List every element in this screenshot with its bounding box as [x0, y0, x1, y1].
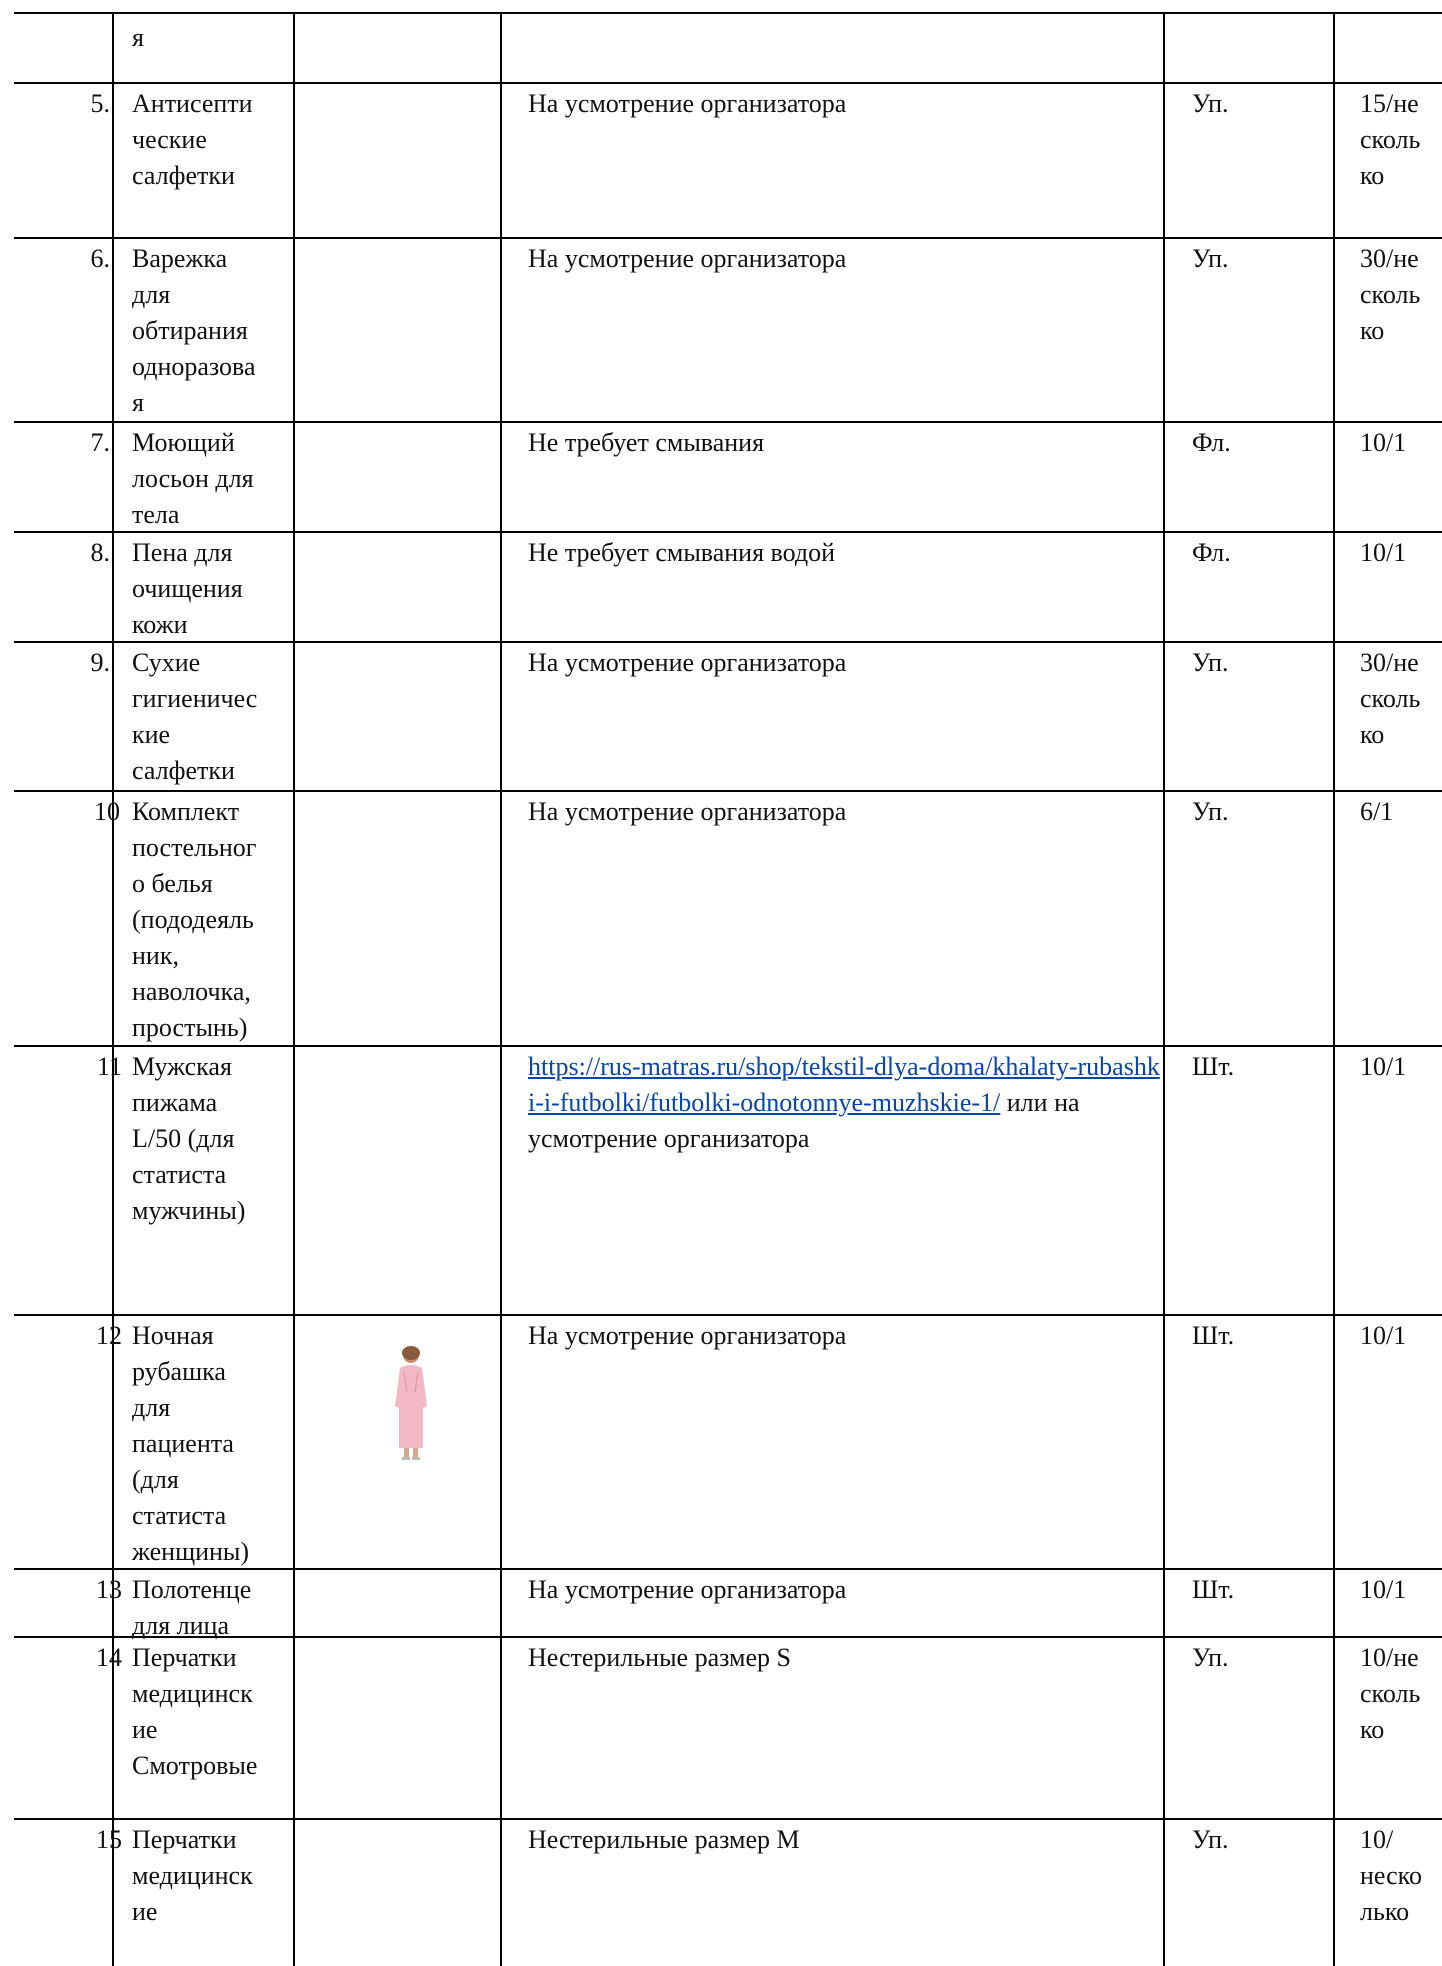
item-description: Не требует смывания — [528, 428, 765, 457]
item-name: я — [132, 23, 144, 52]
item-name: Антисепти ческие салфетки — [132, 89, 253, 190]
table-row — [14, 82, 1442, 237]
item-description: На усмотрение организатора — [528, 244, 847, 273]
item-quantity: 10/1 — [1360, 538, 1407, 567]
item-name: Перчатки медицинск ие — [132, 1825, 253, 1926]
table-row — [14, 12, 1442, 82]
item-name: Сухие гигиеничес кие салфетки — [132, 648, 258, 785]
row-number: 10 — [94, 797, 120, 826]
row-number: 5. — [90, 89, 110, 118]
table-row — [14, 421, 1442, 531]
item-unit: Уп. — [1192, 1643, 1229, 1672]
item-unit: Шт. — [1192, 1052, 1235, 1081]
item-unit: Фл. — [1192, 428, 1231, 457]
item-unit: Уп. — [1192, 244, 1229, 273]
item-description: На усмотрение организатора — [528, 797, 847, 826]
item-description — [528, 1049, 1164, 1157]
item-quantity: 10/не сколь ко — [1360, 1643, 1421, 1744]
item-name: Моющий лосьон для тела — [132, 428, 254, 529]
item-name: Перчатки медицинск ие Смотровые — [132, 1643, 258, 1780]
table-row — [14, 1636, 1442, 1818]
row-number: 8. — [90, 538, 110, 567]
item-quantity: 10/1 — [1360, 1575, 1407, 1604]
table-row — [14, 1818, 1442, 1966]
nightgown-photo-icon — [390, 1344, 432, 1464]
item-quantity: 6/1 — [1360, 797, 1394, 826]
row-number: 6. — [90, 244, 110, 273]
item-quantity: 10/1 — [1360, 1321, 1407, 1350]
item-name: Ночная рубашка для пациента (для статиста женщины) — [132, 1321, 250, 1566]
item-description: Нестерильные размер М — [528, 1825, 800, 1854]
item-name: Пена для очищения кожи — [132, 538, 243, 639]
item-unit: Уп. — [1192, 89, 1229, 118]
table-row — [14, 1314, 1442, 1568]
table-row — [14, 1045, 1442, 1314]
item-description: Нестерильные размер S — [528, 1643, 791, 1672]
row-number: 13 — [96, 1575, 122, 1604]
item-unit: Фл. — [1192, 538, 1231, 567]
row-number: 7. — [90, 428, 110, 457]
item-description: На усмотрение организатора — [528, 1321, 847, 1350]
table-row — [14, 531, 1442, 641]
item-unit: Шт. — [1192, 1575, 1235, 1604]
item-description: На усмотрение организатора — [528, 648, 847, 677]
item-unit: Уп. — [1192, 1825, 1229, 1854]
description-tail: или на усмотрение организатора — [528, 1088, 1080, 1153]
item-quantity: 30/не сколь ко — [1360, 648, 1421, 749]
item-name: Полотенце для лица — [132, 1575, 252, 1640]
product-link[interactable]: https://rus-matras.ru/shop/tekstil-dlya-doma/khalaty-rubashki-i-futbolki/futbolki-odnotonnye-muzhskie-1/ — [528, 1052, 1160, 1117]
item-description: Не требует смывания водой — [528, 538, 836, 567]
item-unit: Уп. — [1192, 648, 1229, 677]
item-description: На усмотрение организатора — [528, 1575, 847, 1604]
item-name: Мужская пижама L/50 (для статиста мужчины) — [132, 1052, 246, 1225]
table-row — [14, 790, 1442, 1045]
table-row — [14, 641, 1442, 790]
item-name: Варежка для обтирания одноразова я — [132, 244, 256, 417]
item-unit: Шт. — [1192, 1321, 1235, 1350]
item-quantity: 10/ неско лько — [1360, 1825, 1422, 1926]
item-quantity: 30/не сколь ко — [1360, 244, 1421, 345]
item-description: На усмотрение организатора — [528, 89, 847, 118]
item-quantity: 15/не сколь ко — [1360, 89, 1421, 190]
row-number: 14 — [96, 1643, 122, 1672]
row-number: 15 — [96, 1825, 122, 1854]
item-unit: Уп. — [1192, 797, 1229, 826]
item-quantity: 10/1 — [1360, 1052, 1407, 1081]
table-row — [14, 237, 1442, 421]
row-number: 9. — [90, 648, 110, 677]
table-row — [14, 1568, 1442, 1640]
item-quantity: 10/1 — [1360, 428, 1407, 457]
row-number: 11 — [96, 1052, 122, 1081]
row-number: 12 — [96, 1321, 122, 1350]
item-name: Комплект постельног о белья (пододеяль ник, наволочка, простынь) — [132, 797, 257, 1042]
